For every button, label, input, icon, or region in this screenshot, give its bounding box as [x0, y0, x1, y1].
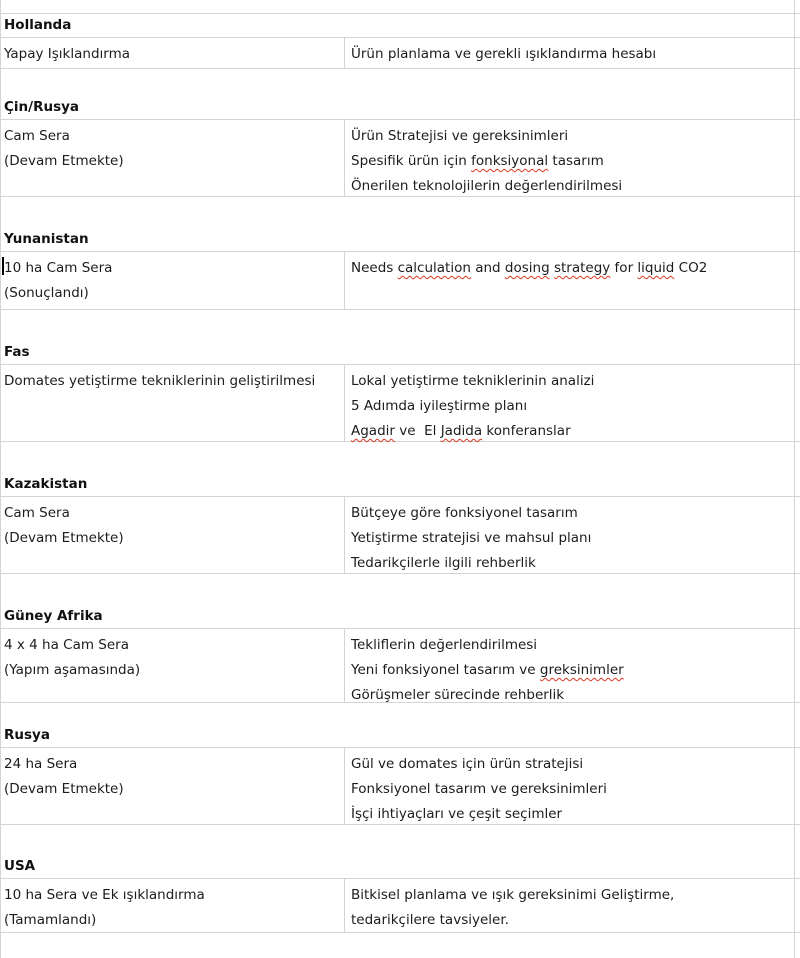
detail-cell-usa[interactable]	[345, 879, 800, 932]
country-header-label: USA	[4, 858, 36, 874]
project-line: 24 ha Sera	[4, 756, 78, 772]
detail-cell-guney-afrika[interactable]	[345, 629, 800, 702]
text-segment: Tekliflerin değerlendirilmesi	[351, 637, 538, 653]
project-line: (Devam Etmekte)	[4, 153, 124, 169]
table-row-rusya	[0, 748, 800, 825]
project-line: (Yapım aşamasında)	[4, 662, 141, 678]
detail-line	[351, 526, 800, 551]
table-empty-row-bottom[interactable]	[0, 933, 800, 958]
text-segment: konferanslar	[482, 423, 571, 439]
country-header-label: Hollanda	[4, 17, 72, 33]
misspelled-word: liquid	[637, 260, 675, 276]
country-header-label: Çin/Rusya	[4, 99, 80, 115]
misspelled-word: dosing	[504, 260, 550, 276]
project-cell-hollanda[interactable]	[0, 38, 345, 68]
project-cell-usa[interactable]	[0, 879, 345, 932]
country-header-guney-afrika[interactable]	[0, 574, 800, 629]
detail-line	[351, 752, 800, 777]
country-header-fas[interactable]	[0, 310, 800, 365]
detail-line	[351, 394, 800, 419]
text-segment: Needs	[351, 260, 398, 276]
table-row-kazakistan	[0, 497, 800, 574]
detail-line	[351, 369, 800, 394]
text-segment: İşçi ihtiyaçları ve çeşit seçimler	[351, 806, 563, 822]
text-segment: tedarikçilere tavsiyeler.	[351, 912, 509, 928]
detail-line	[351, 551, 800, 576]
project-line: 10 ha Cam Sera	[4, 260, 113, 276]
project-cell-cin-rusya[interactable]	[0, 120, 345, 196]
detail-line	[351, 419, 800, 444]
country-table	[0, 14, 800, 933]
detail-line	[351, 908, 800, 933]
detail-line	[351, 633, 800, 658]
text-segment: Spesifik ürün için	[351, 153, 472, 169]
project-line: Yapay Işıklandırma	[4, 46, 131, 62]
project-cell-rusya[interactable]	[0, 748, 345, 824]
project-line: (Sonuçlandı)	[4, 285, 89, 301]
table-row-guney-afrika	[0, 629, 800, 703]
text-segment: Tedarikçilerle ilgili rehberlik	[351, 555, 536, 571]
text-segment: Ürün Stratejisi ve gereksinimleri	[351, 128, 569, 144]
country-header-cin-rusya[interactable]	[0, 69, 800, 120]
detail-line	[351, 124, 800, 149]
project-line: Cam Sera	[4, 128, 70, 144]
misspelled-word: calculation	[397, 260, 471, 276]
misspelled-word: Jadida	[440, 423, 483, 439]
text-segment: for	[610, 260, 638, 276]
text-segment: Gül ve domates için ürün stratejisi	[351, 756, 584, 772]
country-header-hollanda[interactable]	[0, 14, 800, 38]
detail-line	[351, 42, 800, 67]
text-segment: Görüşmeler sürecinde rehberlik	[351, 687, 565, 703]
table-row-fas	[0, 365, 800, 442]
table-row-usa	[0, 879, 800, 933]
detail-cell-cin-rusya[interactable]	[345, 120, 800, 196]
detail-line	[351, 683, 800, 708]
detail-line	[351, 256, 800, 281]
detail-line	[351, 174, 800, 199]
detail-line	[351, 658, 800, 683]
project-line: (Devam Etmekte)	[4, 781, 124, 797]
misspelled-word: strategy	[553, 260, 611, 276]
text-segment: ve El	[394, 423, 441, 439]
table-empty-row-top[interactable]	[0, 0, 800, 14]
text-segment: tasarım	[548, 153, 604, 169]
project-cell-fas[interactable]	[0, 365, 345, 441]
misspelled-word: Agadir	[351, 423, 395, 439]
text-segment: 5 Adımda iyileştirme planı	[351, 398, 528, 414]
detail-cell-fas[interactable]	[345, 365, 800, 441]
text-segment: Bitkisel planlama ve ışık gereksinimi Geliştirme,	[351, 887, 675, 903]
country-header-label: Fas	[4, 344, 30, 360]
country-header-label: Yunanistan	[4, 231, 89, 247]
misspelled-word: greksinimler	[539, 662, 624, 678]
text-segment: Yetiştirme stratejisi ve mahsul planı	[351, 530, 592, 546]
project-line: 10 ha Sera ve Ek ışıklandırma	[4, 887, 205, 903]
detail-cell-hollanda[interactable]	[345, 38, 800, 68]
text-segment: CO2	[674, 260, 708, 276]
detail-line	[351, 777, 800, 802]
country-header-label: Güney Afrika	[4, 608, 103, 624]
project-cell-kazakistan[interactable]	[0, 497, 345, 573]
detail-line	[351, 149, 800, 174]
project-cell-guney-afrika[interactable]	[0, 629, 345, 702]
text-segment: Bütçeye göre fonksiyonel tasarım	[351, 505, 578, 521]
country-header-label: Rusya	[4, 727, 50, 743]
project-line: 4 x 4 ha Cam Sera	[4, 637, 130, 653]
text-segment: Yeni fonksiyonel tasarım ve	[351, 662, 540, 678]
table-row-yunanistan	[0, 252, 800, 310]
misspelled-word: fonksiyonal	[471, 153, 549, 169]
project-line: Cam Sera	[4, 505, 70, 521]
detail-line	[351, 802, 800, 827]
project-line: (Tamamlandı)	[4, 912, 97, 928]
project-line: (Devam Etmekte)	[4, 530, 124, 546]
detail-cell-yunanistan[interactable]	[345, 252, 800, 309]
table-row-cin-rusya	[0, 120, 800, 197]
table-left-border	[0, 0, 1, 958]
text-segment: Lokal yetiştirme tekniklerinin analizi	[351, 373, 595, 389]
project-cell-yunanistan[interactable]	[0, 252, 345, 309]
detail-line	[351, 883, 800, 908]
country-header-yunanistan[interactable]	[0, 197, 800, 252]
country-header-label: Kazakistan	[4, 476, 88, 492]
table-row-hollanda	[0, 38, 800, 69]
detail-cell-rusya[interactable]	[345, 748, 800, 824]
text-segment: Önerilen teknolojilerin değerlendirilmesi	[351, 178, 623, 194]
detail-line	[351, 501, 800, 526]
text-caret	[2, 257, 4, 275]
country-header-kazakistan[interactable]	[0, 442, 800, 497]
text-segment: and	[470, 260, 505, 276]
table-right-border	[794, 0, 795, 958]
text-segment: Fonksiyonel tasarım ve gereksinimleri	[351, 781, 607, 797]
text-segment: Ürün planlama ve gerekli ışıklandırma hesabı	[351, 46, 657, 62]
detail-cell-kazakistan[interactable]	[345, 497, 800, 573]
country-header-rusya[interactable]	[0, 703, 800, 748]
project-line: Domates yetiştirme tekniklerinin geliştirilmesi	[4, 373, 316, 389]
country-header-usa[interactable]	[0, 825, 800, 879]
